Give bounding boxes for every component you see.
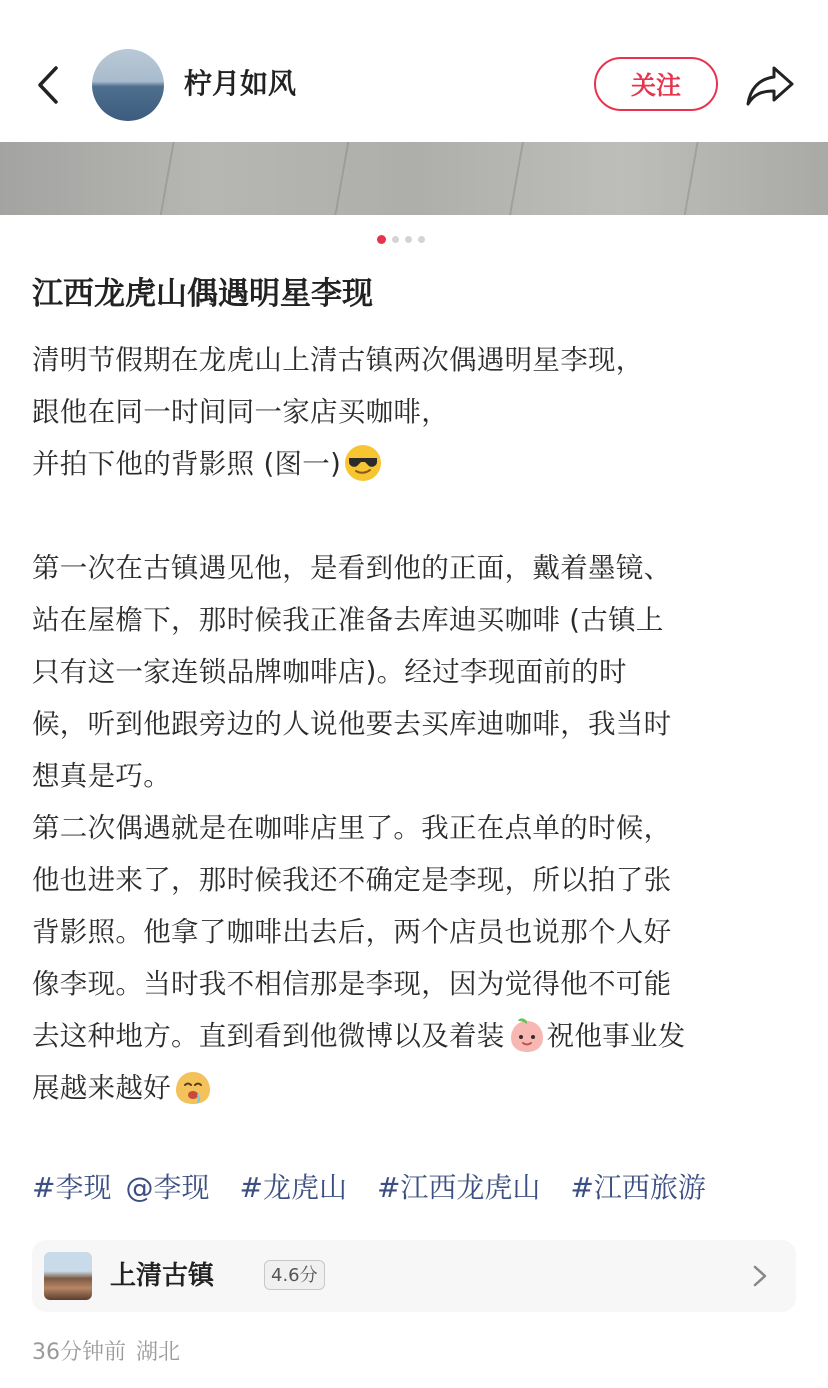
body-line: 第二次偶遇就是在咖啡店里了。我正在点单的时候， [32, 812, 672, 844]
body-text: 展越来越好 [32, 1072, 171, 1104]
hashtag-link[interactable]: #李现 [32, 1171, 112, 1204]
body-line: 只有这一家连锁品牌咖啡店)。经过李现面前的时 [32, 656, 627, 688]
drooling-face-emoji [173, 1067, 213, 1107]
body-line: 背影照。他拿了咖啡出去后，两个店员也说那个人好 [32, 916, 672, 948]
carousel-dot [377, 235, 386, 244]
body-text: 并拍下他的背影照 (图一) [32, 448, 342, 480]
hashtag-link[interactable]: #江西旅游 [570, 1171, 706, 1204]
blank-line [32, 490, 802, 542]
share-arrow-icon[interactable] [744, 60, 796, 110]
post-meta [32, 1336, 190, 1370]
follow-button[interactable]: 关注 [594, 57, 718, 111]
peach-face-emoji [507, 1015, 547, 1055]
carousel-dot [392, 236, 399, 243]
body-line [32, 1010, 802, 1062]
author-avatar[interactable] [92, 49, 164, 121]
tag-list [32, 1166, 736, 1210]
carousel-dot [418, 236, 425, 243]
body-line: 候，听到他跟旁边的人说他要去买库迪咖啡，我当时 [32, 708, 672, 740]
chevron-right-icon [752, 1264, 768, 1288]
location-name: 上清古镇 [110, 1261, 215, 1291]
carousel-indicator [377, 236, 431, 244]
location-card[interactable] [32, 1240, 796, 1312]
body-line: 站在屋檐下，那时候我正准备去库迪买咖啡 (古镇上 [32, 604, 664, 636]
body-line: 第一次在古镇遇见他，是看到他的正面，戴着墨镜、 [32, 552, 672, 584]
post-body [32, 334, 802, 1114]
top-bar [0, 0, 828, 142]
location-thumbnail [44, 1252, 92, 1300]
body-line: 想真是巧。 [32, 760, 171, 792]
hashtag-link[interactable]: #江西龙虎山 [376, 1171, 541, 1204]
body-line [32, 438, 802, 490]
body-line: 跟他在同一时间同一家店买咖啡， [32, 396, 449, 428]
carousel-dot [405, 236, 412, 243]
chevron-left-icon[interactable] [30, 60, 70, 110]
hashtag-link[interactable]: #龙虎山 [239, 1171, 347, 1204]
body-line: 像李现。当时我不相信那是李现，因为觉得他不可能 [32, 968, 672, 1000]
body-line: 清明节假期在龙虎山上清古镇两次偶遇明星李现， [32, 344, 644, 376]
author-name[interactable]: 柠月如风 [184, 67, 297, 100]
post-title: 江西龙虎山偶遇明星李现 [32, 276, 373, 312]
body-line: 他也进来了，那时候我还不确定是李现，所以拍了张 [32, 864, 672, 896]
location-rating-badge: 4.6分 [264, 1260, 325, 1290]
body-text: 祝他事业发 [546, 1020, 686, 1052]
post-time: 36分钟前 [32, 1340, 126, 1365]
sunglasses-emoji [343, 443, 383, 483]
body-text: 去这种地方。直到看到他微博以及着装 [32, 1020, 505, 1052]
mention-link[interactable]: @李现 [125, 1171, 210, 1204]
post-region: 湖北 [136, 1340, 181, 1365]
post-image[interactable] [0, 142, 828, 215]
body-line [32, 1062, 802, 1114]
